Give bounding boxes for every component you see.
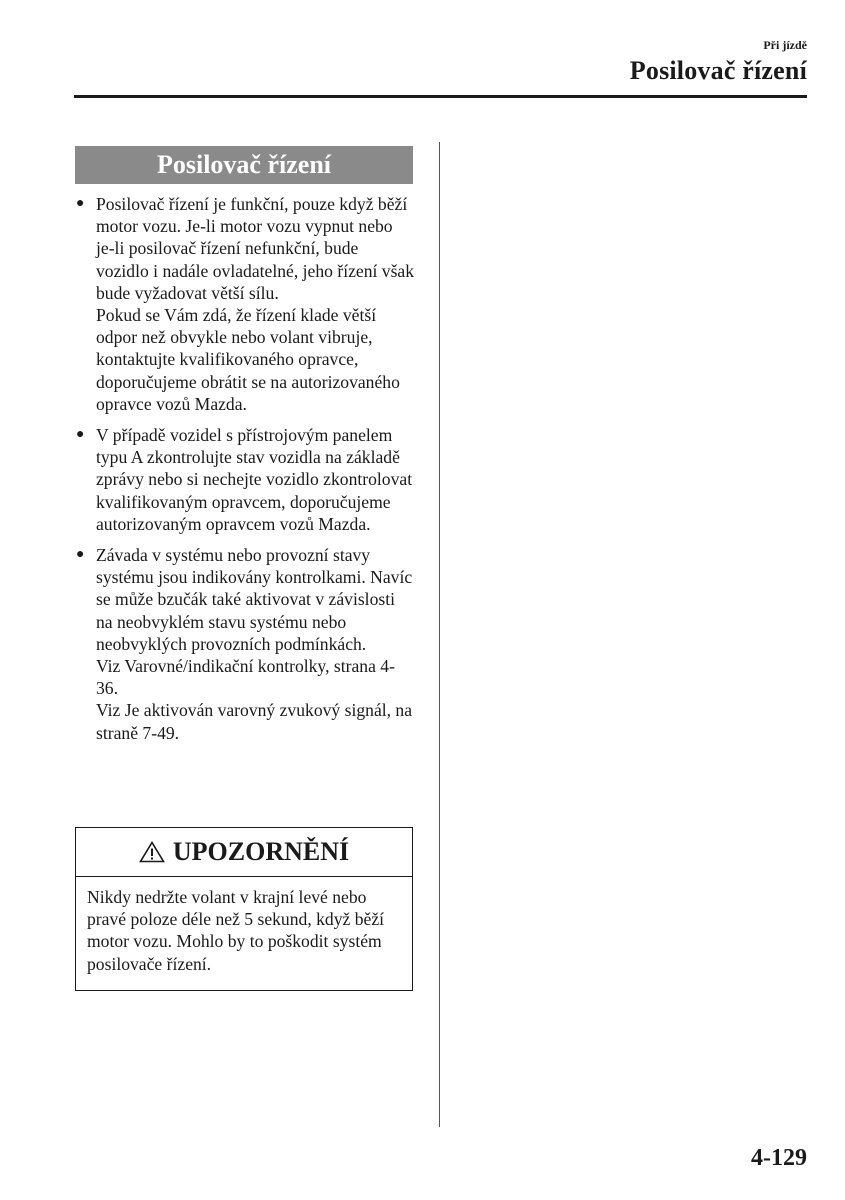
- bullet-paragraph: Posilovač řízení je funkční, pouze když běží motor vozu. Je-li motor vozu vypnut nebo je-li posilovač řízení nefunkční, bude vozidlo i nadále ovladatelné, jeho řízení však bude vyžadovat větší sílu.: [96, 194, 415, 303]
- bullet-paragraph: Viz Je aktivován varovný zvukový signál, na straně 7-49.: [96, 700, 413, 743]
- warning-title: UPOZORNĚNÍ: [172, 837, 350, 866]
- running-header-section: Při jízdě: [763, 38, 807, 52]
- bullet-paragraph: Pokud se Vám zdá, že řízení klade větší odpor než obvykle nebo volant vibruje, kontaktujte kvalifikovaného opravce, doporučujeme obrátit se na autorizovaného opravce vozů Mazda.: [96, 305, 400, 414]
- header-rule: [74, 95, 807, 98]
- bullet-paragraph: V případě vozidel s přístrojovým panelem typu A zkontrolujte stav vozidla na základě zprávy nebo si nechejte vozidlo zkontrolovat kvalifikovaným opravcem, doporučujeme autorizovaným opravcem vozů Mazda.: [96, 425, 413, 534]
- column-divider: [439, 142, 440, 1127]
- warning-header: [76, 828, 412, 877]
- bullet-paragraph: Viz Varovné/indikační kontrolky, strana 4-36.: [96, 656, 395, 699]
- section-banner: Posilovač řízení: [75, 146, 413, 184]
- bullet-paragraph: Závada v systému nebo provozní stavy systému jsou indikovány kontrolkami. Navíc se může bzučák také aktivovat v závislosti na neobvyklém stavu systému nebo neobvyklých provozních podmínkách.: [96, 545, 413, 654]
- bullet-item: [75, 424, 415, 535]
- bullet-dot-icon: ●: [76, 196, 85, 211]
- warning-triangle-icon: [139, 841, 165, 863]
- bullet-dot-icon: ●: [76, 427, 85, 443]
- warning-text: Nikdy nedržte volant v krajní levé nebo pravé poloze déle než 5 sekund, když běží motor vozu. Mohlo by to poškodit systém posilovače řízení.: [87, 887, 385, 974]
- bullet-item: [75, 544, 415, 744]
- bullet-list: [75, 193, 415, 753]
- page-number: 4-129: [751, 1145, 807, 1171]
- running-header-title: Posilovač řízení: [629, 56, 807, 85]
- warning-box: [75, 827, 413, 991]
- bullet-dot-icon: ●: [76, 547, 85, 563]
- bullet-item: [75, 193, 415, 415]
